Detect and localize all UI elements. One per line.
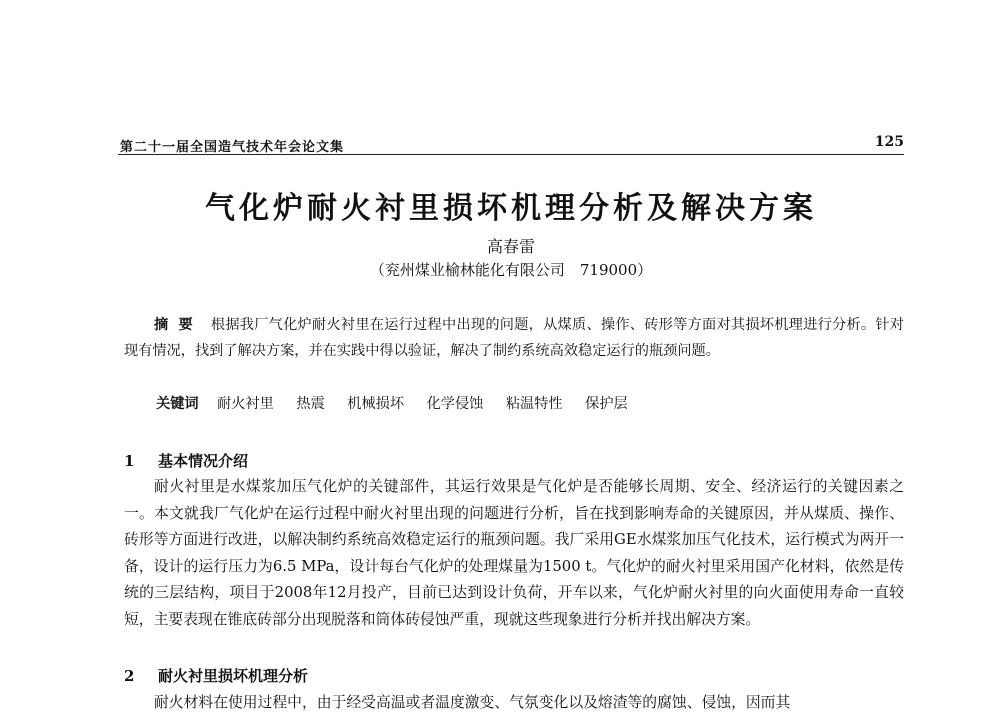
- keyword: 机械损坏: [347, 396, 405, 412]
- section-heading: [124, 450, 248, 471]
- keyword: 保护层: [585, 396, 628, 412]
- keywords: [156, 393, 646, 413]
- section-title: 基本情况介绍: [158, 452, 249, 470]
- author-affiliation: （兖州煤业榆林能化有限公司 719000）: [369, 261, 653, 279]
- keywords-label: 关键词: [156, 396, 199, 412]
- section-paragraph: 耐火衬里是水煤浆加压气化炉的关键部件，其运行效果是气化炉是否能够长周期、安全、经济运行的关键因素之一。本文就我厂气化炉在运行过程中耐火衬里出现的问题进行分析，旨在找到影响寿命的关键原因，并从煤质、操作、砖形等方面进行改进，以解决制约系统高效稳定运行的瓶颈问题。我厂采用GE水煤浆加压气化技术，运行模式为两开一备，设计的运行压力为6.5 MPa，设计每台气化炉的处理煤量为1500 t。气化炉的耐火衬里采用国产化材料，依然是传统的三层结构，项目于2008年12月投产，目前已达到设计负荷，开车以来，气化炉耐火衬里的向火面使用寿命一直较短，主要表现在锥底砖部分出现脱落和筒体砖侵蚀严重，现就这些现象进行分析并找出解决方案。: [124, 478, 904, 628]
- abstract-text: 根据我厂气化炉耐火衬里在运行过程中出现的问题，从煤质、操作、砖形等方面对其损坏机理进行分析。针对现有情况，找到了解决方案，并在实践中得以验证，解决了制约系统高效稳定运行的瓶颈问题。: [124, 317, 904, 359]
- abstract: [124, 312, 904, 364]
- section-heading: [124, 665, 308, 686]
- section-paragraph: 耐火材料在使用过程中，由于经受高温或者温度激变、气氛变化以及熔渣等的腐蚀、侵蚀，因而其: [154, 694, 791, 711]
- keyword: 粘温特性: [505, 396, 563, 412]
- paper-title: 气化炉耐火衬里损坏机理分析及解决方案: [205, 191, 817, 226]
- journal-name: 第二十一届全国造气技术年会论文集: [120, 140, 345, 155]
- section-number: 1: [124, 452, 135, 470]
- author-name: 高春雷: [486, 237, 535, 256]
- abstract-label: 摘要: [154, 317, 203, 333]
- keyword: 热震: [296, 396, 325, 412]
- running-header: [118, 134, 904, 155]
- section-number: 2: [124, 667, 135, 685]
- section-title: 耐火衬里损坏机理分析: [158, 667, 309, 685]
- page-number: 125: [874, 134, 904, 150]
- keyword: 化学侵蚀: [426, 396, 484, 412]
- keyword: 耐火衬里: [217, 396, 274, 412]
